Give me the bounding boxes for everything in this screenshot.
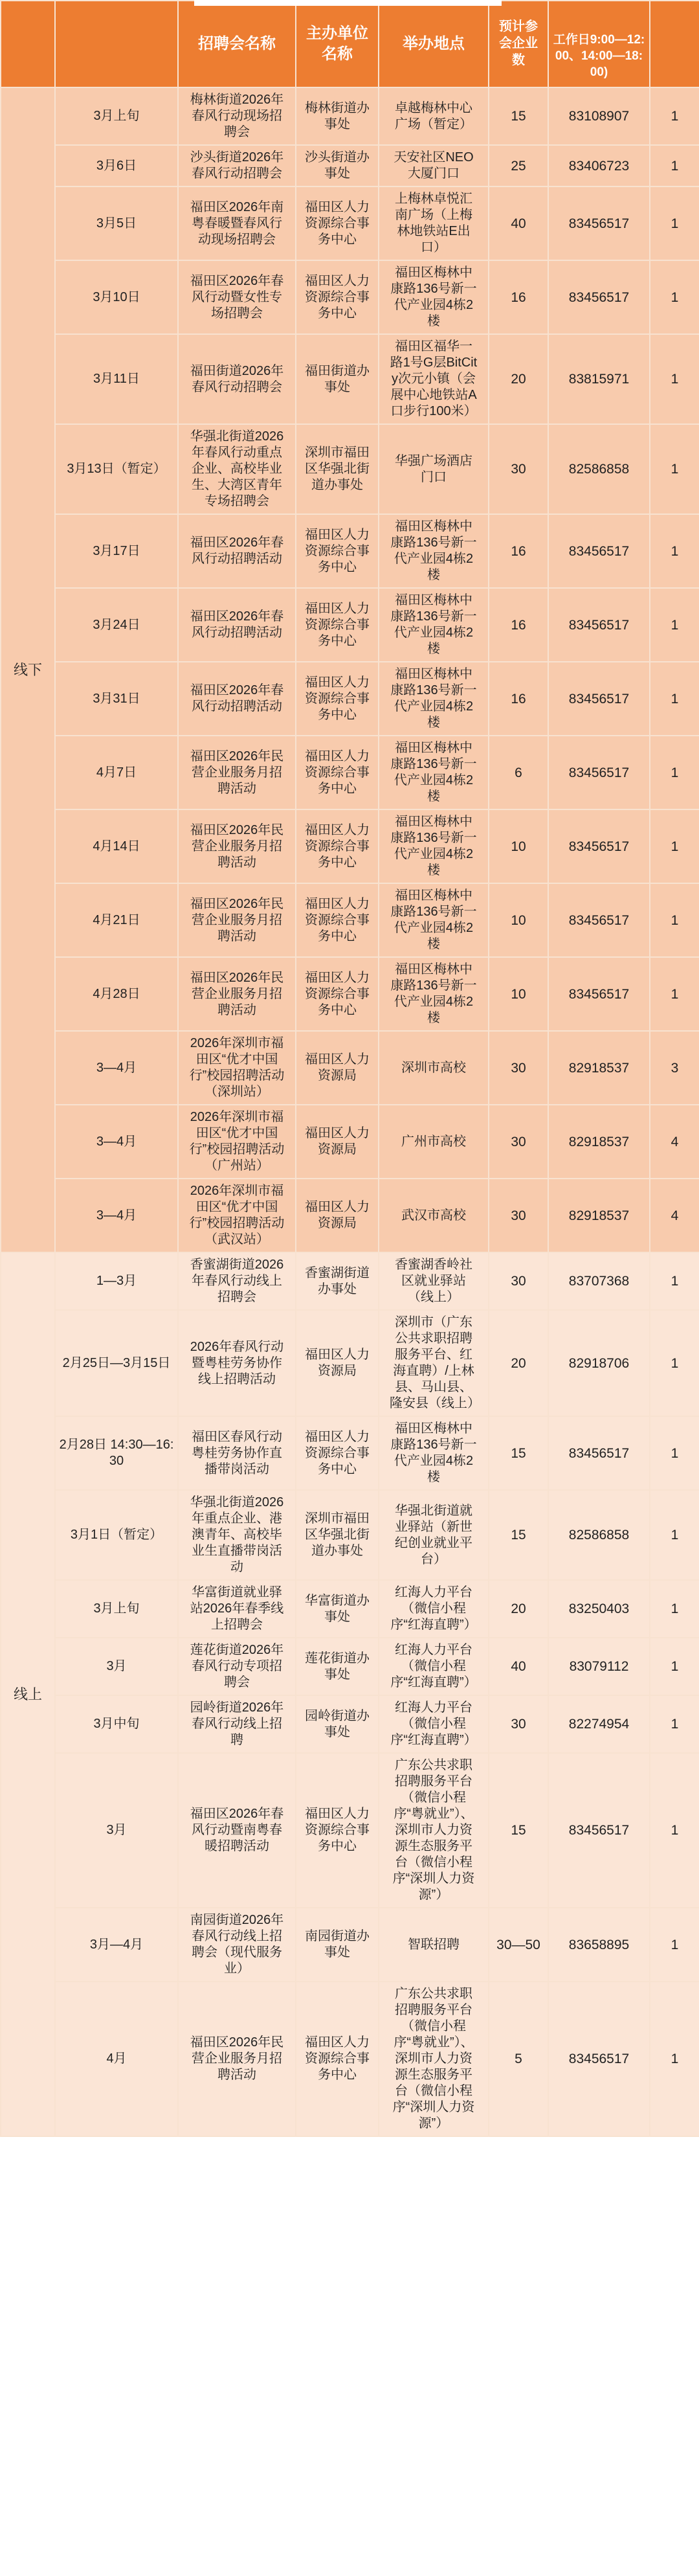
table-row bbox=[1, 1908, 699, 1982]
header-fair-name: 招聘会名称 bbox=[178, 1, 296, 87]
phone-cell: 82586858 bbox=[548, 1490, 650, 1580]
date-cell: 3月24日 bbox=[55, 588, 178, 662]
organizer-cell: 南园街道办事处 bbox=[296, 1908, 379, 1982]
phone-cell: 83707368 bbox=[548, 1252, 650, 1310]
cropped-title-gap bbox=[194, 0, 502, 6]
header-date bbox=[55, 1, 178, 87]
organizer-cell: 福田区人力资源综合事务中心 bbox=[296, 883, 379, 957]
organizer-cell: 福田区人力资源局 bbox=[296, 1031, 379, 1105]
phone-cell: 83456517 bbox=[548, 260, 650, 334]
count-cell: 20 bbox=[489, 1580, 548, 1638]
table-row bbox=[1, 87, 699, 145]
sessions-cell: 1 bbox=[650, 1416, 699, 1490]
date-cell: 4月14日 bbox=[55, 809, 178, 883]
header-company-count bbox=[489, 1, 548, 87]
phone-cell: 83079112 bbox=[548, 1638, 650, 1695]
name-cell: 2026年春风行动暨粤桂劳务协作线上招聘活动 bbox=[178, 1310, 296, 1416]
count-cell: 30—50 bbox=[489, 1908, 548, 1982]
name-cell: 南园街道2026年春风行动线上招聘会（现代服务业） bbox=[178, 1908, 296, 1982]
count-cell: 30 bbox=[489, 424, 548, 514]
table-row bbox=[1, 1031, 699, 1105]
phone-cell: 83456517 bbox=[548, 883, 650, 957]
organizer-cell: 福田区人力资源综合事务中心 bbox=[296, 957, 379, 1031]
date-cell: 3—4月 bbox=[55, 1105, 178, 1179]
name-cell: 福田区2026年春风行动招聘活动 bbox=[178, 514, 296, 588]
venue-cell: 华强北街道就业驿站（新世纪创业就业平台） bbox=[379, 1490, 489, 1580]
table-row bbox=[1, 1982, 699, 2136]
phone-cell: 82918537 bbox=[548, 1031, 650, 1105]
name-cell: 华富街道就业驿站2026年春季线上招聘会 bbox=[178, 1580, 296, 1638]
sessions-cell: 1 bbox=[650, 1580, 699, 1638]
table-row bbox=[1, 424, 699, 514]
table-row bbox=[1, 1310, 699, 1416]
date-cell: 4月28日 bbox=[55, 957, 178, 1031]
sessions-cell: 1 bbox=[650, 809, 699, 883]
organizer-cell: 福田区人力资源综合事务中心 bbox=[296, 1416, 379, 1490]
table-row bbox=[1, 1416, 699, 1490]
sessions-cell: 1 bbox=[650, 514, 699, 588]
name-cell: 莲花街道2026年春风行动专项招聘会 bbox=[178, 1638, 296, 1695]
date-cell: 3月11日 bbox=[55, 334, 178, 424]
count-cell: 16 bbox=[489, 260, 548, 334]
name-cell: 福田区2026年民营企业服务月招聘活动 bbox=[178, 957, 296, 1031]
count-cell: 5 bbox=[489, 1982, 548, 2136]
table-row bbox=[1, 1490, 699, 1580]
sessions-cell: 1 bbox=[650, 1638, 699, 1695]
sessions-cell: 1 bbox=[650, 260, 699, 334]
phone-cell: 83456517 bbox=[548, 514, 650, 588]
organizer-cell: 香蜜湖街道办事处 bbox=[296, 1252, 379, 1310]
table-row bbox=[1, 186, 699, 260]
date-cell: 3月上旬 bbox=[55, 87, 178, 145]
sessions-cell: 1 bbox=[650, 424, 699, 514]
date-cell: 3月中旬 bbox=[55, 1695, 178, 1753]
phone-cell: 83456517 bbox=[548, 588, 650, 662]
table-row bbox=[1, 957, 699, 1031]
name-cell: 福田区2026年春风行动暨南粤春暖招聘活动 bbox=[178, 1753, 296, 1908]
name-cell: 福田区2026年南粤春暖暨春风行动现场招聘会 bbox=[178, 186, 296, 260]
sessions-cell: 1 bbox=[650, 1908, 699, 1982]
venue-cell: 福田区福华一路1号G层BitCity次元小镇（会展中心地铁站A口步行100米） bbox=[379, 334, 489, 424]
phone-cell: 82918537 bbox=[548, 1179, 650, 1252]
phone-cell: 82918537 bbox=[548, 1105, 650, 1179]
name-cell: 福田区2026年民营企业服务月招聘活动 bbox=[178, 809, 296, 883]
count-cell: 20 bbox=[489, 334, 548, 424]
header-row bbox=[1, 1, 699, 87]
venue-cell: 红海人力平台（微信小程序“红海直聘”） bbox=[379, 1638, 489, 1695]
date-cell: 3—4月 bbox=[55, 1031, 178, 1105]
organizer-cell: 深圳市福田区华强北街道办事处 bbox=[296, 424, 379, 514]
count-cell: 10 bbox=[489, 883, 548, 957]
organizer-cell: 福田区人力资源综合事务中心 bbox=[296, 809, 379, 883]
venue-cell: 福田区梅林中康路136号新一代产业园4栋2楼 bbox=[379, 514, 489, 588]
organizer-cell: 福田区人力资源局 bbox=[296, 1105, 379, 1179]
organizer-cell: 福田区人力资源局 bbox=[296, 1310, 379, 1416]
organizer-cell: 福田区人力资源综合事务中心 bbox=[296, 662, 379, 736]
venue-cell: 福田区梅林中康路136号新一代产业园4栋2楼 bbox=[379, 1416, 489, 1490]
phone-cell: 82586858 bbox=[548, 424, 650, 514]
venue-cell: 广东公共求职招聘服务平台（微信小程序“粤就业”）、深圳市人力资源生态服务平台（微信小程序“深圳人力资源”） bbox=[379, 1753, 489, 1908]
count-cell: 30 bbox=[489, 1179, 548, 1252]
date-cell: 3月5日 bbox=[55, 186, 178, 260]
venue-cell: 福田区梅林中康路136号新一代产业园4栋2楼 bbox=[379, 736, 489, 809]
phone-cell: 83456517 bbox=[548, 186, 650, 260]
venue-cell: 智联招聘 bbox=[379, 1908, 489, 1982]
count-cell: 30 bbox=[489, 1695, 548, 1753]
sessions-cell: 1 bbox=[650, 883, 699, 957]
header-sessions bbox=[650, 1, 699, 87]
date-cell: 2月25日—3月15日 bbox=[55, 1310, 178, 1416]
category-cell: 线下 bbox=[1, 87, 55, 1252]
date-cell: 4月7日 bbox=[55, 736, 178, 809]
phone-cell: 83658895 bbox=[548, 1908, 650, 1982]
phone-cell: 83456517 bbox=[548, 809, 650, 883]
sessions-cell: 1 bbox=[650, 1753, 699, 1908]
date-cell: 3月6日 bbox=[55, 145, 178, 186]
phone-cell: 83250403 bbox=[548, 1580, 650, 1638]
date-cell: 3月 bbox=[55, 1638, 178, 1695]
header-venue: 举办地点 bbox=[379, 1, 489, 87]
table-row bbox=[1, 1638, 699, 1695]
venue-cell: 香蜜湖香岭社区就业驿站（线上） bbox=[379, 1252, 489, 1310]
name-cell: 香蜜湖街道2026年春风行动线上招聘会 bbox=[178, 1252, 296, 1310]
venue-cell: 卓越梅林中心广场（暂定） bbox=[379, 87, 489, 145]
count-cell: 15 bbox=[489, 1753, 548, 1908]
sessions-cell: 4 bbox=[650, 1179, 699, 1252]
table-row bbox=[1, 1179, 699, 1252]
table-row bbox=[1, 883, 699, 957]
count-cell: 16 bbox=[489, 514, 548, 588]
table-row bbox=[1, 736, 699, 809]
date-cell: 1—3月 bbox=[55, 1252, 178, 1310]
count-cell: 20 bbox=[489, 1310, 548, 1416]
organizer-cell: 福田街道办事处 bbox=[296, 334, 379, 424]
count-cell: 10 bbox=[489, 809, 548, 883]
count-cell: 30 bbox=[489, 1031, 548, 1105]
date-cell: 3—4月 bbox=[55, 1179, 178, 1252]
table-row bbox=[1, 514, 699, 588]
phone-cell: 83108907 bbox=[548, 87, 650, 145]
phone-cell: 83456517 bbox=[548, 1753, 650, 1908]
organizer-cell: 福田区人力资源综合事务中心 bbox=[296, 588, 379, 662]
header-category bbox=[1, 1, 55, 87]
sessions-cell: 1 bbox=[650, 662, 699, 736]
phone-cell: 83406723 bbox=[548, 145, 650, 186]
table-row bbox=[1, 260, 699, 334]
phone-cell: 83815971 bbox=[548, 334, 650, 424]
organizer-cell: 福田区人力资源综合事务中心 bbox=[296, 1982, 379, 2136]
phone-cell: 82274954 bbox=[548, 1695, 650, 1753]
organizer-cell: 福田区人力资源综合事务中心 bbox=[296, 514, 379, 588]
sessions-cell: 1 bbox=[650, 588, 699, 662]
date-cell: 4月 bbox=[55, 1982, 178, 2136]
table-row bbox=[1, 334, 699, 424]
name-cell: 2026年深圳市福田区“优才中国行”校园招聘活动（广州站） bbox=[178, 1105, 296, 1179]
sessions-cell: 1 bbox=[650, 736, 699, 809]
name-cell: 福田区2026年春风行动暨女性专场招聘会 bbox=[178, 260, 296, 334]
count-cell: 15 bbox=[489, 1490, 548, 1580]
count-cell: 10 bbox=[489, 957, 548, 1031]
venue-cell: 福田区梅林中康路136号新一代产业园4栋2楼 bbox=[379, 588, 489, 662]
organizer-cell: 福田区人力资源综合事务中心 bbox=[296, 186, 379, 260]
venue-cell: 红海人力平台（微信小程序“红海直聘”） bbox=[379, 1695, 489, 1753]
organizer-cell: 梅林街道办事处 bbox=[296, 87, 379, 145]
phone-cell: 83456517 bbox=[548, 957, 650, 1031]
phone-cell: 83456517 bbox=[548, 1982, 650, 2136]
venue-cell: 福田区梅林中康路136号新一代产业园4栋2楼 bbox=[379, 260, 489, 334]
sessions-cell: 1 bbox=[650, 1490, 699, 1580]
count-cell: 30 bbox=[489, 1252, 548, 1310]
sessions-cell: 1 bbox=[650, 1252, 699, 1310]
count-cell: 15 bbox=[489, 1416, 548, 1490]
date-cell: 3月13日（暂定） bbox=[55, 424, 178, 514]
table-row bbox=[1, 145, 699, 186]
name-cell: 华强北街道2026年重点企业、港澳青年、高校毕业生直播带岗活动 bbox=[178, 1490, 296, 1580]
venue-cell: 福田区梅林中康路136号新一代产业园4栋2楼 bbox=[379, 809, 489, 883]
name-cell: 福田区2026年春风行动招聘活动 bbox=[178, 662, 296, 736]
header-company-count-text: 预计参会企业数 bbox=[499, 19, 538, 67]
organizer-cell: 福田区人力资源综合事务中心 bbox=[296, 736, 379, 809]
venue-cell: 深圳市（广东公共求职招聘服务平台、红海直聘）/上林县、马山县、隆安县（线上） bbox=[379, 1310, 489, 1416]
organizer-cell: 福田区人力资源综合事务中心 bbox=[296, 1753, 379, 1908]
count-cell: 40 bbox=[489, 186, 548, 260]
venue-cell: 福田区梅林中康路136号新一代产业园4栋2楼 bbox=[379, 662, 489, 736]
table-row bbox=[1, 1105, 699, 1179]
count-cell: 16 bbox=[489, 588, 548, 662]
date-cell: 3月10日 bbox=[55, 260, 178, 334]
count-cell: 15 bbox=[489, 87, 548, 145]
phone-cell: 83456517 bbox=[548, 1416, 650, 1490]
count-cell: 40 bbox=[489, 1638, 548, 1695]
venue-cell: 福田区梅林中康路136号新一代产业园4栋2楼 bbox=[379, 883, 489, 957]
organizer-cell: 沙头街道办事处 bbox=[296, 145, 379, 186]
name-cell: 福田区2026年春风行动招聘活动 bbox=[178, 588, 296, 662]
header-organizer: 主办单位名称 bbox=[296, 1, 379, 87]
table-row bbox=[1, 588, 699, 662]
sessions-cell: 1 bbox=[650, 186, 699, 260]
organizer-cell: 莲花街道办事处 bbox=[296, 1638, 379, 1695]
venue-cell: 华强广场酒店门口 bbox=[379, 424, 489, 514]
organizer-cell: 福田区人力资源局 bbox=[296, 1179, 379, 1252]
table-row bbox=[1, 1695, 699, 1753]
name-cell: 福田街道2026年春风行动招聘会 bbox=[178, 334, 296, 424]
name-cell: 福田区2026年民营企业服务月招聘活动 bbox=[178, 1982, 296, 2136]
phone-cell: 82918706 bbox=[548, 1310, 650, 1416]
venue-cell: 广东公共求职招聘服务平台（微信小程序“粤就业”）、深圳市人力资源生态服务平台（微信小程序“深圳人力资源”） bbox=[379, 1982, 489, 2136]
name-cell: 梅林街道2026年春风行动现场招聘会 bbox=[178, 87, 296, 145]
venue-cell: 武汉市高校 bbox=[379, 1179, 489, 1252]
date-cell: 3月17日 bbox=[55, 514, 178, 588]
sessions-cell: 4 bbox=[650, 1105, 699, 1179]
venue-cell: 深圳市高校 bbox=[379, 1031, 489, 1105]
name-cell: 福田区2026年民营企业服务月招聘活动 bbox=[178, 883, 296, 957]
count-cell: 16 bbox=[489, 662, 548, 736]
table-header bbox=[1, 1, 699, 87]
table-row bbox=[1, 1580, 699, 1638]
table-body bbox=[1, 87, 699, 2136]
name-cell: 福田区春风行动粤桂劳务协作直播带岗活动 bbox=[178, 1416, 296, 1490]
venue-cell: 广州市高校 bbox=[379, 1105, 489, 1179]
count-cell: 6 bbox=[489, 736, 548, 809]
sessions-cell: 1 bbox=[650, 1695, 699, 1753]
venue-cell: 天安社区NEO大厦门口 bbox=[379, 145, 489, 186]
name-cell: 福田区2026年民营企业服务月招聘活动 bbox=[178, 736, 296, 809]
table-row bbox=[1, 1753, 699, 1908]
name-cell: 2026年深圳市福田区“优才中国行”校园招聘活动（武汉站） bbox=[178, 1179, 296, 1252]
organizer-cell: 华富街道办事处 bbox=[296, 1580, 379, 1638]
date-cell: 3月上旬 bbox=[55, 1580, 178, 1638]
sessions-cell: 1 bbox=[650, 87, 699, 145]
name-cell: 华强北街道2026年春风行动重点企业、高校毕业生、大湾区青年专场招聘会 bbox=[178, 424, 296, 514]
date-cell: 3月1日（暂定） bbox=[55, 1490, 178, 1580]
category-cell: 线上 bbox=[1, 1252, 55, 2136]
header-phone-hours: 工作日9:00—12:00、14:00—18:00) bbox=[548, 1, 650, 87]
table-row bbox=[1, 809, 699, 883]
sessions-cell: 1 bbox=[650, 334, 699, 424]
name-cell: 园岭街道2026年春风行动线上招聘 bbox=[178, 1695, 296, 1753]
count-cell: 30 bbox=[489, 1105, 548, 1179]
organizer-cell: 福田区人力资源综合事务中心 bbox=[296, 260, 379, 334]
date-cell: 4月21日 bbox=[55, 883, 178, 957]
phone-cell: 83456517 bbox=[548, 736, 650, 809]
venue-cell: 上梅林卓悦汇南广场（上梅林地铁站E出口） bbox=[379, 186, 489, 260]
venue-cell: 福田区梅林中康路136号新一代产业园4栋2楼 bbox=[379, 957, 489, 1031]
phone-cell: 83456517 bbox=[548, 662, 650, 736]
date-cell: 3月—4月 bbox=[55, 1908, 178, 1982]
sessions-cell: 3 bbox=[650, 1031, 699, 1105]
date-cell: 3月 bbox=[55, 1753, 178, 1908]
sessions-cell: 1 bbox=[650, 1310, 699, 1416]
sessions-cell: 1 bbox=[650, 145, 699, 186]
date-cell: 2月28日 14:30—16:30 bbox=[55, 1416, 178, 1490]
table-row bbox=[1, 1252, 699, 1310]
organizer-cell: 园岭街道办事处 bbox=[296, 1695, 379, 1753]
sessions-cell: 1 bbox=[650, 1982, 699, 2136]
date-cell: 3月31日 bbox=[55, 662, 178, 736]
organizer-cell: 深圳市福田区华强北街道办事处 bbox=[296, 1490, 379, 1580]
sessions-cell: 1 bbox=[650, 957, 699, 1031]
name-cell: 沙头街道2026年春风行动招聘会 bbox=[178, 145, 296, 186]
name-cell: 2026年深圳市福田区“优才中国行”校园招聘活动（深圳站） bbox=[178, 1031, 296, 1105]
table-row bbox=[1, 662, 699, 736]
venue-cell: 红海人力平台（微信小程序“红海直聘”） bbox=[379, 1580, 489, 1638]
count-cell: 25 bbox=[489, 145, 548, 186]
